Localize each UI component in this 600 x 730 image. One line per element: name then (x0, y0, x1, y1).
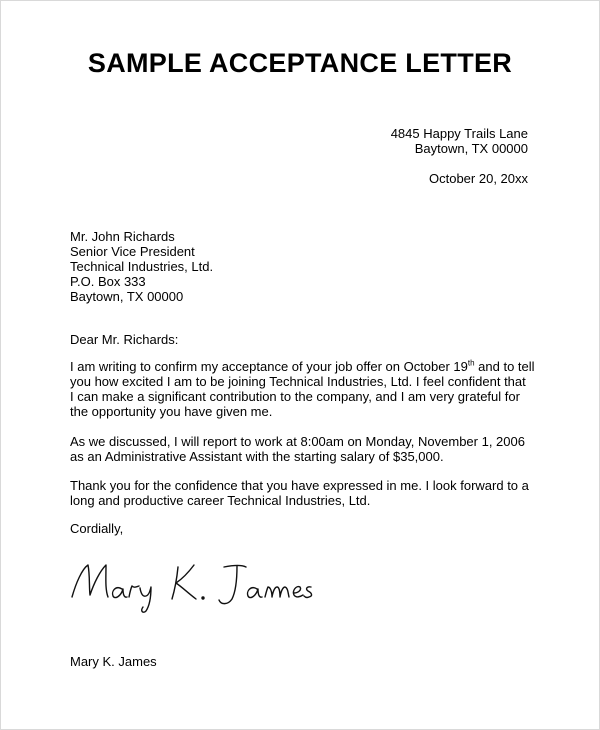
paragraph-line: long and productive career Technical Industries, Ltd. (70, 493, 371, 508)
recipient-box: P.O. Box 333 (70, 274, 146, 289)
paragraph-text: and to tell (474, 359, 535, 374)
paragraph-line (70, 359, 540, 374)
paragraph-line: Thank you for the confidence that you have expressed in me. I look forward to a (70, 478, 529, 493)
printed-name: Mary K. James (70, 654, 157, 669)
paragraph-line: as an Administrative Assistant with the starting salary of $35,000. (70, 449, 444, 464)
sender-city: Baytown, TX 00000 (414, 141, 528, 156)
paragraph-line: the opportunity you have given me. (70, 404, 273, 419)
letter-title: SAMPLE ACCEPTANCE LETTER (87, 48, 513, 78)
ordinal-suffix: th (467, 358, 475, 368)
paragraph-thanks (70, 478, 540, 508)
recipient-position: Senior Vice President (70, 244, 195, 259)
letter-date: October 20, 20xx (429, 171, 528, 186)
recipient-name: Mr. John Richards (70, 229, 175, 244)
paragraph-line: you how excited I am to be joining Technical Industries, Ltd. I feel confident that (70, 374, 526, 389)
recipient-city: Baytown, TX 00000 (70, 289, 184, 304)
salutation: Dear Mr. Richards: (70, 332, 179, 347)
paragraph-details (70, 434, 540, 464)
recipient-address (70, 229, 213, 304)
paragraph-acceptance (70, 359, 540, 419)
sender-address (391, 126, 528, 156)
handwritten-signature (66, 553, 356, 615)
recipient-company: Technical Industries, Ltd. (70, 259, 214, 274)
paragraph-line: As we discussed, I will report to work at 8:00am on Monday, November 1, 2006 (70, 434, 525, 449)
paragraph-line: I can make a significant contribution to the company, and I am very grateful for (70, 389, 520, 404)
sender-street: 4845 Happy Trails Lane (390, 126, 528, 141)
paragraph-text: I am writing to confirm my acceptance of your job offer on October 19 (70, 359, 468, 374)
closing: Cordially, (70, 521, 124, 536)
